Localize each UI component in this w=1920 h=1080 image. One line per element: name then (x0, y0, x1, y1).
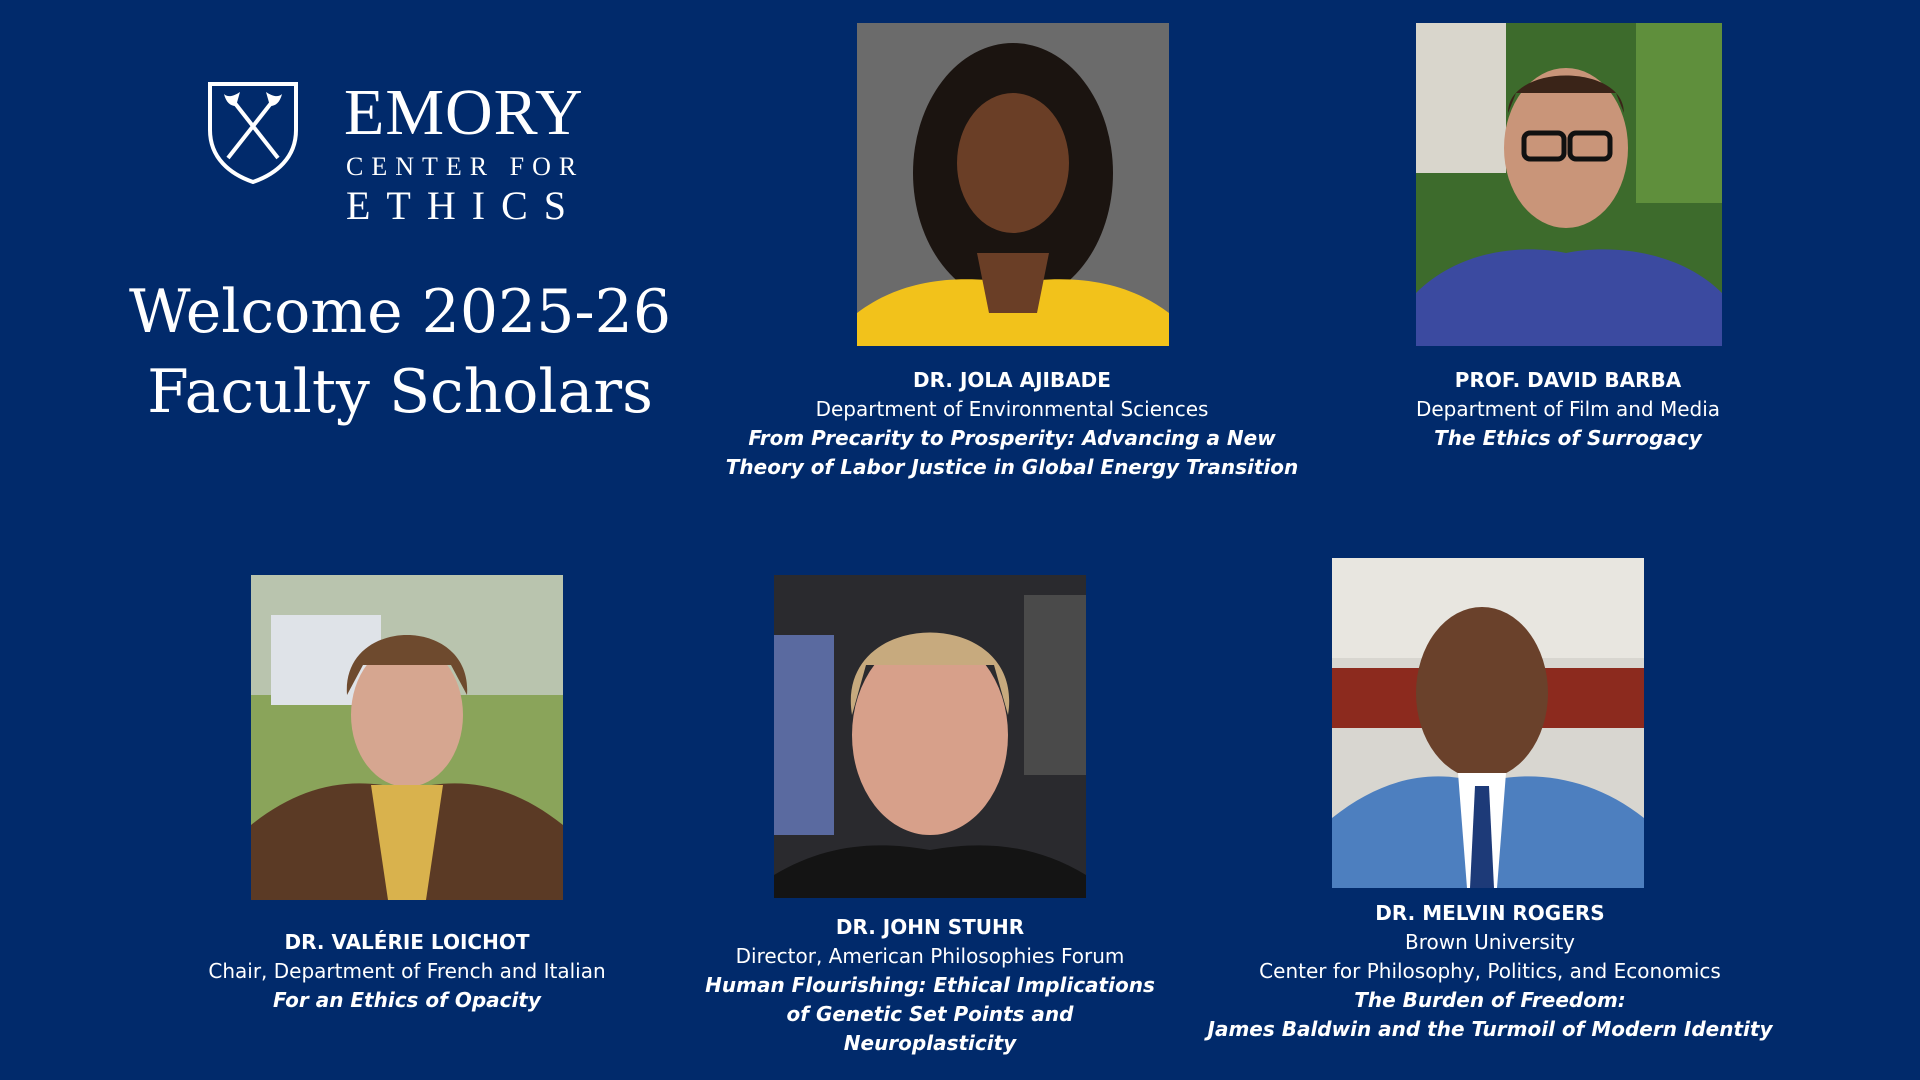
scholar-name: DR. MELVIN ROGERS (1375, 901, 1605, 925)
emory-logo (206, 78, 606, 228)
logo-ethics-text: ETHICS (346, 183, 582, 228)
scholar-photo-ajibade (857, 23, 1169, 346)
scholar-name: DR. JOLA AJIBADE (913, 368, 1111, 392)
scholar-project-title: The Burden of Freedom: (1354, 988, 1626, 1012)
scholar-card-barba (1360, 366, 1776, 453)
scholar-project-title: The Ethics of Surrogacy (1434, 426, 1702, 450)
scholar-project-title: For an Ethics of Opacity (273, 988, 541, 1012)
scholar-affiliation: Chair, Department of French and Italian (208, 959, 606, 983)
title-line-1: Welcome 2025-26 (129, 277, 671, 347)
scholar-affiliation: Brown University (1404, 930, 1576, 954)
scholar-photo-stuhr (774, 575, 1086, 898)
scholar-photo-loichot (251, 575, 563, 900)
logo-emory-text: EMORY (344, 76, 584, 149)
scholar-card-stuhr (700, 913, 1160, 1058)
scholar-affiliation: Department of Environmental Sciences (815, 397, 1209, 421)
scholar-project-title: Theory of Labor Justice in Global Energy Transition (725, 455, 1299, 479)
page-title (100, 272, 700, 432)
scholar-affiliation: Director, American Philosophies Forum (735, 944, 1125, 968)
scholar-project-title: of Genetic Set Points and Neuroplasticity (786, 1002, 1074, 1055)
scholar-project-title: From Precarity to Prosperity: Advancing a New (748, 426, 1276, 450)
scholar-photo-rogers (1332, 558, 1644, 888)
scholar-affiliation: Center for Philosophy, Politics, and Economics (1259, 959, 1721, 983)
scholar-name: DR. JOHN STUHR (835, 915, 1025, 939)
scholar-name: DR. VALÉRIE LOICHOT (284, 930, 530, 954)
scholar-name: PROF. DAVID BARBA (1454, 368, 1682, 392)
scholar-project-title: Human Flourishing: Ethical Implications (705, 973, 1155, 997)
scholar-affiliation: Department of Film and Media (1415, 397, 1721, 421)
scholar-card-ajibade (720, 366, 1304, 482)
scholar-card-rogers (1200, 899, 1780, 1044)
shield-torch-icon (206, 80, 300, 184)
logo-center-for-text: CENTER FOR (346, 152, 585, 181)
title-line-2: Faculty Scholars (147, 357, 653, 427)
scholar-card-loichot (180, 928, 634, 1015)
scholar-project-title: James Baldwin and the Turmoil of Modern Identity (1207, 1017, 1773, 1041)
scholar-photo-barba (1416, 23, 1722, 346)
